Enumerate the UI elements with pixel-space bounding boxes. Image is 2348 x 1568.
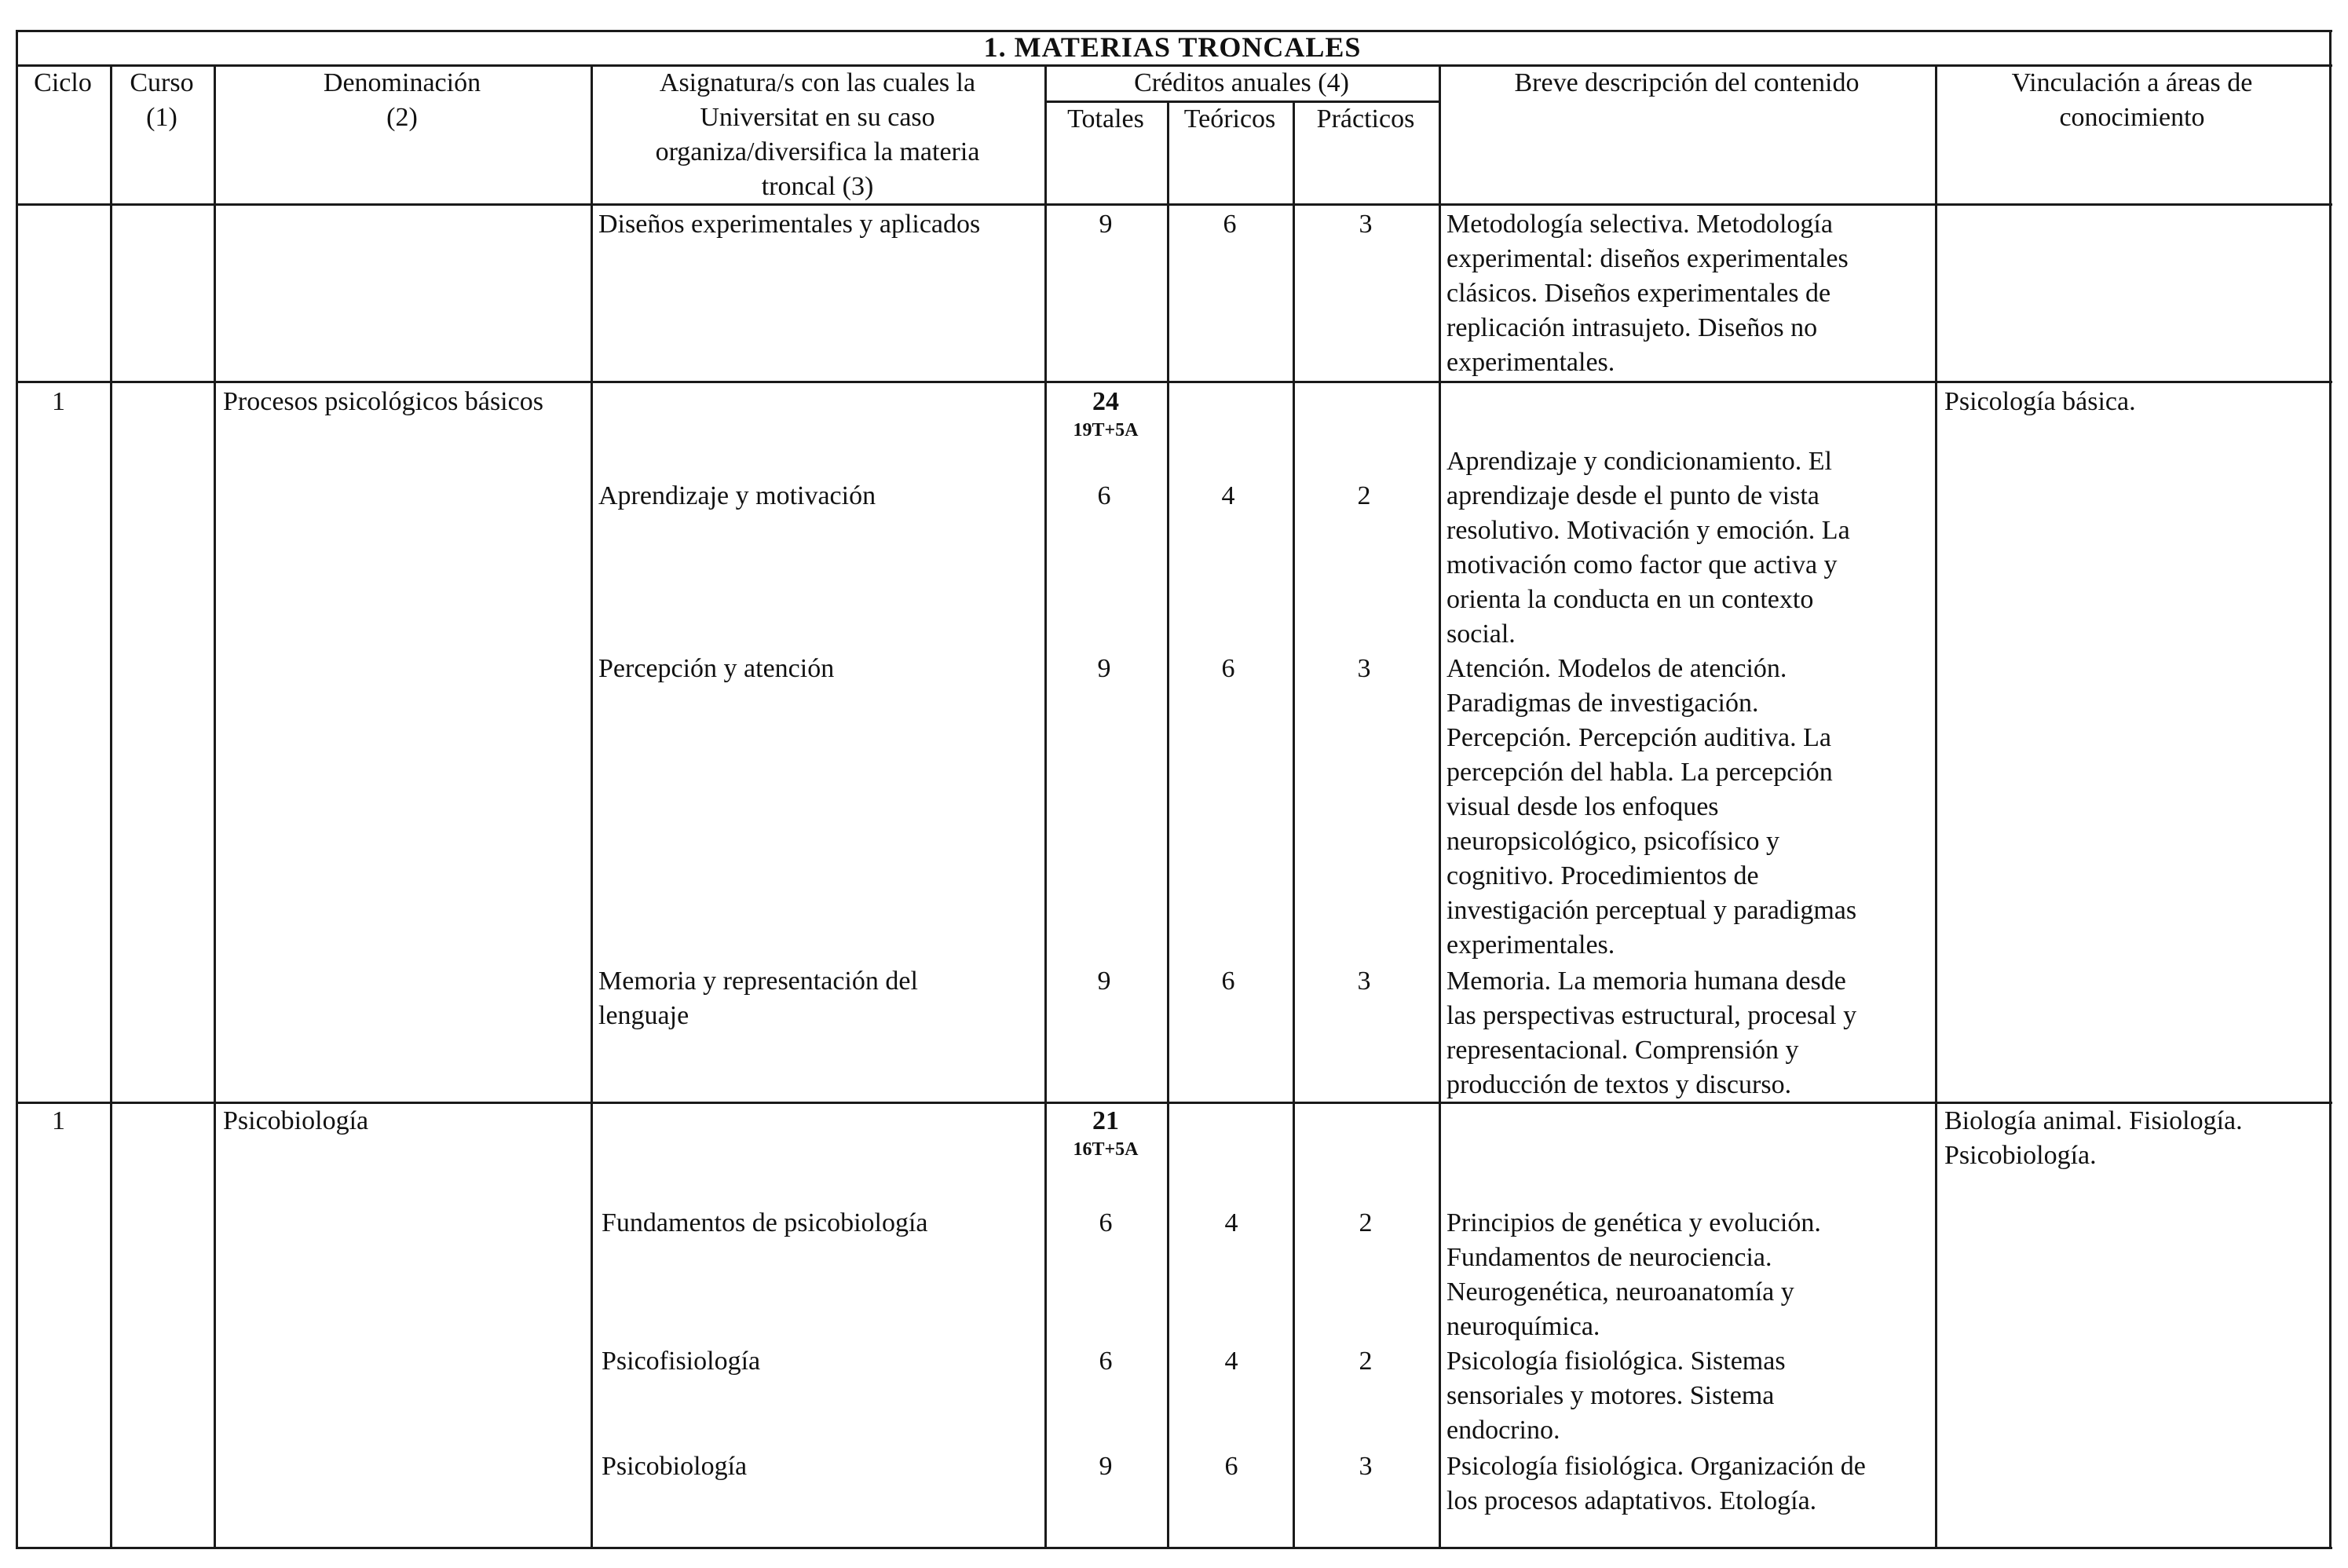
table-row-2-total-sub: 16T+5A bbox=[1073, 1139, 1139, 1160]
col-border-left bbox=[16, 30, 18, 1548]
col-border-descripcion bbox=[1935, 64, 1937, 1548]
table-row-2-ciclo: 1 bbox=[52, 1106, 65, 1135]
table-row-2-subject-1-totales: 6 bbox=[1099, 1347, 1113, 1376]
header-denominacion: Denominación (2) bbox=[323, 68, 481, 132]
col-border-ciclo bbox=[110, 64, 112, 1548]
table-row-1-subject-1-practicos: 3 bbox=[1357, 654, 1371, 683]
table-row-1-total-main: 24 bbox=[1092, 387, 1119, 416]
table-row-0-subject-0-practicos: 3 bbox=[1359, 210, 1373, 239]
table-row-2-subject-2-name: Psicobiología bbox=[602, 1452, 748, 1481]
table-row-2-subject-2-totales: 9 bbox=[1099, 1452, 1113, 1481]
table-row-2-total-main: 21 bbox=[1092, 1106, 1119, 1135]
col-border-creditos bbox=[1439, 64, 1441, 1548]
table-row-1-subject-1-teoricos: 6 bbox=[1221, 654, 1235, 683]
table-row-0-subject-0-descripcion: Metodología selectiva. Metodología experimental: diseños experimentales clásicos. Diseños experimentales de replicación intrasujeto. Diseños no experimentales. bbox=[1446, 210, 1849, 377]
row-divider-1 bbox=[16, 381, 2332, 383]
table-row-2-vinculacion: Biología animal. Fisiología. Psicobiología. bbox=[1944, 1106, 2243, 1170]
table-row-2-subject-2-practicos: 3 bbox=[1359, 1452, 1373, 1481]
col-border-asignatura bbox=[1044, 64, 1047, 1548]
header-ciclo: Ciclo bbox=[34, 68, 92, 97]
col-border-totales bbox=[1167, 101, 1169, 1548]
header-practicos: Prácticos bbox=[1316, 104, 1415, 133]
table-row-2-subject-0-teoricos: 4 bbox=[1224, 1208, 1238, 1237]
header-curso: Curso (1) bbox=[130, 68, 194, 132]
table-row-1-subject-1-name: Percepción y atención bbox=[598, 654, 835, 683]
table-row-2-denominacion: Psicobiología bbox=[223, 1106, 369, 1135]
table-row-2-subject-2-descripcion: Psicología fisiológica. Organización de los procesos adaptativos. Etología. bbox=[1446, 1452, 1866, 1515]
col-border-right bbox=[2329, 30, 2332, 1548]
table-row-1-subject-0-teoricos: 4 bbox=[1221, 481, 1235, 510]
header-bottom-border bbox=[16, 203, 2332, 206]
table-row-2-subject-0-descripcion: Principios de genética y evolución. Fundamentos de neurociencia. Neurogenética, neuroanatomía y neuroquímica. bbox=[1446, 1208, 1821, 1341]
table-row-1-subject-0-name: Aprendizaje y motivación bbox=[598, 481, 876, 510]
header-totales: Totales bbox=[1067, 104, 1144, 133]
table-row-1-subject-2-practicos: 3 bbox=[1357, 967, 1371, 996]
table-row-2-subject-2-teoricos: 6 bbox=[1224, 1452, 1238, 1481]
table-row-1-subject-0-descripcion: Aprendizaje y condicionamiento. El aprendizaje desde el punto de vista resolutivo. Motivación y emoción. La motivación como factor que activa y orienta la conducta en un contexto social. bbox=[1446, 447, 1850, 649]
table-row-0-subject-0-totales: 9 bbox=[1099, 210, 1113, 239]
table-row-1-subject-0-practicos: 2 bbox=[1357, 481, 1371, 510]
table-row-2-subject-0-practicos: 2 bbox=[1359, 1208, 1373, 1237]
header-creditos-anuales: Créditos anuales (4) bbox=[1134, 68, 1349, 97]
table-row-1-subject-1-totales: 9 bbox=[1097, 654, 1111, 683]
table-row-1-subject-1-descripcion: Atención. Modelos de atención. Paradigmas de investigación. Percepción. Percepción auditiva. La percepción del habla. La percepción visual desde los enfoques neuropsicológico, psicofísico y cognitivo. Procedimientos de investigación perceptual y paradigmas experimentales. bbox=[1446, 654, 1857, 959]
table-row-2-subject-0-totales: 6 bbox=[1099, 1208, 1113, 1237]
header-teoricos: Teóricos bbox=[1183, 104, 1276, 133]
col-border-teoricos bbox=[1293, 101, 1295, 1548]
table-row-1-subject-2-totales: 9 bbox=[1097, 967, 1111, 996]
col-border-denominacion bbox=[591, 64, 593, 1548]
header-asignatura: Asignatura/s con las cuales la Universitat en su caso organiza/diversifica la materia troncal (3) bbox=[655, 68, 980, 201]
table-row-0-subject-0-teoricos: 6 bbox=[1223, 210, 1237, 239]
table-row-1-subject-2-teoricos: 6 bbox=[1221, 967, 1235, 996]
table-row-1-ciclo: 1 bbox=[52, 387, 65, 416]
table-row-1-subject-2-name: Memoria y representación del lenguaje bbox=[598, 967, 918, 1030]
table-row-2-subject-1-practicos: 2 bbox=[1359, 1347, 1373, 1376]
table-row-2-subject-0-name: Fundamentos de psicobiología bbox=[602, 1208, 928, 1237]
table-row-1-vinculacion: Psicología básica. bbox=[1944, 387, 2136, 416]
header-descripcion: Breve descripción del contenido bbox=[1514, 68, 1860, 97]
table-row-1-subject-0-totales: 6 bbox=[1097, 481, 1111, 510]
col-border-curso bbox=[214, 64, 216, 1548]
table-row-0-subject-0-name: Diseños experimentales y aplicados bbox=[598, 210, 981, 239]
table-row-2-subject-1-descripcion: Psicología fisiológica. Sistemas sensoriales y motores. Sistema endocrino. bbox=[1446, 1347, 1786, 1445]
table-row-1-denominacion: Procesos psicológicos básicos bbox=[223, 387, 543, 416]
table-row-1-total-sub: 19T+5A bbox=[1073, 420, 1139, 440]
table-border-bottom bbox=[16, 1547, 2332, 1549]
table-row-2-subject-1-teoricos: 4 bbox=[1224, 1347, 1238, 1376]
table-row-2-subject-1-name: Psicofisiología bbox=[602, 1347, 761, 1376]
table-title: 1. MATERIAS TRONCALES bbox=[983, 31, 1362, 63]
header-vinculacion: Vinculación a áreas de conocimiento bbox=[2011, 68, 2253, 132]
table-row-1-subject-2-descripcion: Memoria. La memoria humana desde las perspectivas estructural, procesal y representacional. Comprensión y producción de textos y discurso. bbox=[1446, 967, 1857, 1099]
